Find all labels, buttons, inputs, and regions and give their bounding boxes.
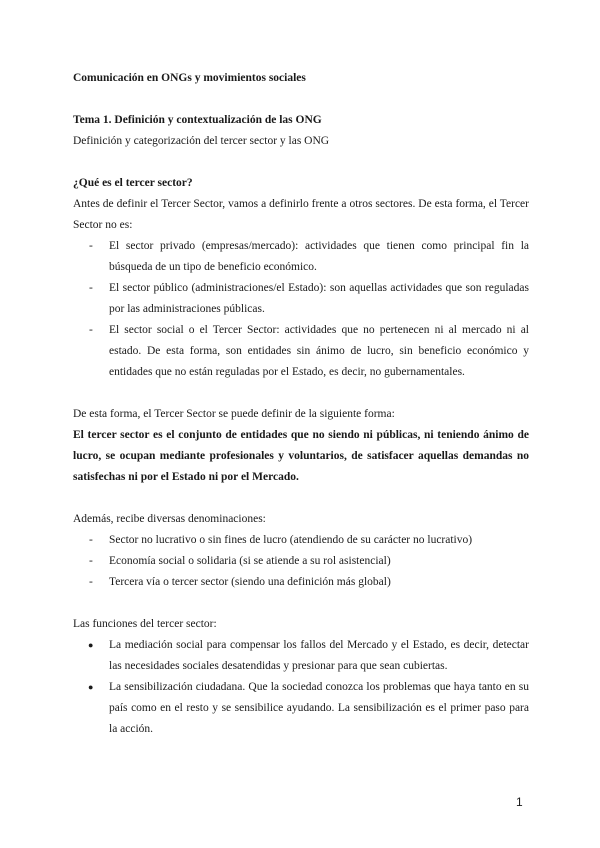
list-item: - El sector privado (empresas/mercado): actividades que tienen como principal fin la búsqueda de un tipo de beneficio económico.: [73, 236, 529, 278]
page-number: 1: [516, 795, 523, 809]
list-item: ● La sensibilización ciudadana. Que la sociedad conozca los problemas que haya tanto en su país como en el resto y se sensibilice ayudando. La sensibilización es el primer paso para la acción.: [73, 677, 529, 740]
denominations-list: [73, 530, 529, 593]
functions-intro: Las funciones del tercer sector:: [73, 618, 217, 630]
definition-intro: De esta forma, el Tercer Sector se puede definir de la siguiente forma:: [73, 408, 395, 420]
intro-paragraph: Antes de definir el Tercer Sector, vamos a definirlo frente a otros sectores. De esta forma, el Tercer Sector no es:: [73, 198, 529, 231]
question-heading: ¿Qué es el tercer sector?: [73, 177, 193, 189]
list-item: - El sector público (administraciones/el Estado): son aquellas actividades que son reguladas por las administraciones públicas.: [73, 278, 529, 320]
not-sectors-list: [73, 236, 529, 383]
document-title: Comunicación en ONGs y movimientos sociales: [73, 72, 306, 84]
topic-subheading: Definición y categorización del tercer sector y las ONG: [73, 135, 330, 147]
definition-bold: El tercer sector es el conjunto de entidades que no siendo ni públicas, ni teniendo ánimo de lucro, se ocupan mediante profesionales y voluntarios, de satisfacer aquellas demandas no satisfechas ni por el Estado ni por el Mercado.: [73, 429, 529, 483]
list-item: - Tercera vía o tercer sector (siendo una definición más global): [73, 572, 529, 593]
topic-heading: Tema 1. Definición y contextualización de las ONG: [73, 114, 322, 126]
denominations-intro: Además, recibe diversas denominaciones:: [73, 513, 266, 525]
list-item: - Sector no lucrativo o sin fines de lucro (atendiendo de su carácter no lucrativo): [73, 530, 529, 551]
functions-list: [73, 635, 529, 740]
document-page: [73, 68, 529, 740]
list-item: ● La mediación social para compensar los fallos del Mercado y el Estado, es decir, detectar las necesidades sociales desatendidas y presionar para que sean cubiertas.: [73, 635, 529, 677]
list-item: - Economía social o solidaria (si se atiende a su rol asistencial): [73, 551, 529, 572]
list-item: - El sector social o el Tercer Sector: actividades que no pertenecen ni al mercado ni al estado. De esta forma, son entidades sin ánimo de lucro, sin beneficio económico y entidades que no están reguladas por el Estado, es decir, no gubernamentales.: [73, 320, 529, 383]
